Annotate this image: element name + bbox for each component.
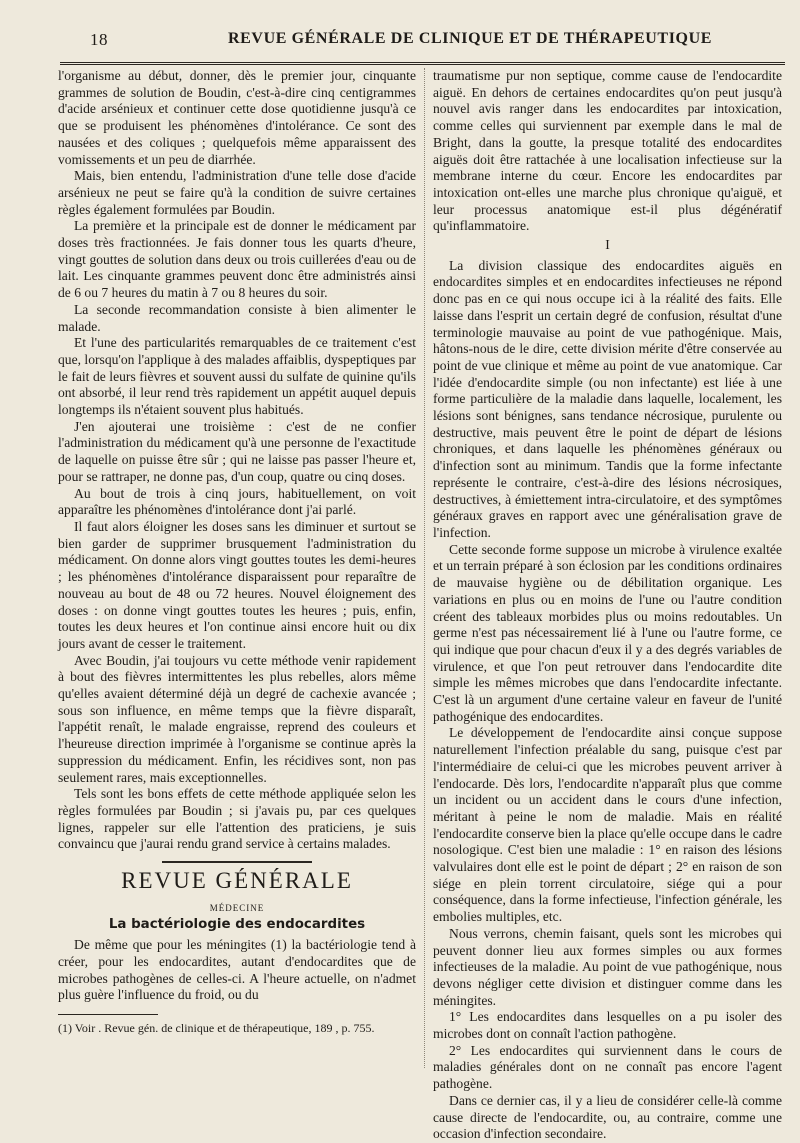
footnote: (1) Voir . Revue gén. de clinique et de thérapeutique, 189 , p. 755. <box>58 1020 375 1035</box>
article-title: La bactériologie des endocardites <box>108 917 366 933</box>
paragraph: Mais, bien entendu, l'administration d'une telle dose d'acide arsénieux ne peut se faire qu'à la condition de suivre certaines règles également formulées par Boudin. <box>58 168 416 217</box>
footnote-rule <box>58 1014 158 1015</box>
paragraph: 2° Les endocardites qui surviennent dans le cours de maladies générales dont on ne connaît pas encore l'agent pathogène. <box>433 1042 782 1092</box>
paragraph: Au bout de trois à cinq jours, habituellement, on voit apparaître les phénomènes d'intolérance dont j'ai parlé. <box>58 485 416 518</box>
page-number: 18 <box>90 30 108 49</box>
paragraph: Il faut alors éloigner les doses sans les diminuer et surtout se bien garder de supprimer brusquement l'administration du médicament. On donne alors vingt gouttes toutes les demi-heures ; les phénomènes d'intolérance disparaissent pour reparaître de nouveau au bout de 48 ou 72 heures. Nouvel éloignement des doses : on donne vingt gouttes toutes les heures ; puis, enfin, toutes les deux heures et l'on continue ainsi encore huit ou dix jours avant de cesser le traitement. <box>58 518 416 651</box>
page-header <box>80 28 780 54</box>
paragraph: traumatisme pur non septique, comme cause de l'endocardite aiguë. En dehors de certaines endocardites qu'on peut jusqu'à nouvel avis ranger dans les endocardites par intoxication, comme celles qui surviennent par exemple dans le mal de Bright, dans la goutte, la presque totalité des endocardites aiguës doit être rattachée à une localisation infectieuse sur la membrane interne du cœur. Encore les endocardites par intoxication ont-elles une marche plus chronique qu'aiguë, et leur processus anatomique est-il plus dégénératif qu'inflammatoire. <box>433 68 782 234</box>
header-rule <box>60 62 785 65</box>
paragraph: l'organisme au début, donner, dès le premier jour, cinquante grammes de solution de Boudin, c'est-à-dire cinq centigrammes d'acide arsénieux et continuer cette dose quotidienne jusqu'à ce que se produisent les phénomènes d'intolérance. Ce sont des nausées et des coliques ; quelquefois même apparaissent des vomissements et un peu de diarrhée. <box>58 68 416 167</box>
paragraph: La seconde recommandation consiste à bien alimenter le malade. <box>58 301 416 334</box>
column-divider <box>424 68 425 1068</box>
paragraph: J'en ajouterai une troisième : c'est de ne confier l'administration du médicament qu'à une personne de l'exactitude de laquelle on puisse être sûr ; qui ne laisse pas passer l'heure et, pour se rattraper, ne donne pas, d'un coup, quatre ou cinq doses. <box>58 418 416 484</box>
left-column <box>58 68 416 1058</box>
paragraph: Et l'une des particularités remarquables de ce traitement c'est que, lorsqu'on l'applique à des malades affaiblis, dyspeptiques par le fait de leurs fièvres et souvent aussi du sulfate de quinine qu'ils ont absorbé, il leur rend très rapidement un appétit auquel depuis longtemps ils n'étaient souvent plus habitués. <box>58 335 416 418</box>
paragraph: Dans ce dernier cas, il y a lieu de considérer celle-là comme cause directe de l'endocardite, ou, au contraire, comme une occasion d'infection secondaire. <box>433 1092 782 1142</box>
section-title: REVUE GÉNÉRALE <box>121 868 353 894</box>
paragraph: La première et la principale est de donner le médicament par doses très fractionnées. Je fais donner tous les quarts d'heure, vingt gouttes de solution dans deux ou trois cuillerées d'eau ou de lait. Les cinquante grammes peuvent donc être administrés ainsi de 6 ou 7 heures du matin à 7 ou 8 heures du soir. <box>58 218 416 301</box>
paragraph: Le développement de l'endocardite ainsi conçue suppose naturellement l'infection préalable du sang, puisque c'est par l'intermédiaire de celui-ci que les microbes peuvent arriver à l'endocarde. Dès lors, l'endocardite n'apparaît plus que comme un incident ou un accident dans le cours d'une infection, méritant à peine le nom de maladie. Mais en réalité l'endocardite conserve bien la place qu'elle occupe dans le cadre nosologique. C'est bien une maladie : 1° en raison des lésions valvulaires dont elle est le point de départ ; 2° en raison de son siége en plein torrent circulatoire, siége qui a pour conséquence, dans la forme infectieuse, l'infection générale, les embolies multiples, etc. <box>433 725 782 925</box>
rubric: MÉDECINE <box>209 902 265 913</box>
paragraph: Cette seconde forme suppose un microbe à virulence exaltée et un terrain préparé à son éclosion par les conditions ordinaires de mauvaise hygiène ou de débilitation organique. Les variations en plus ou en moins de l'une ou l'autre condition créent des tableaux morbides plus ou moins redoutables. Un germe n'est pas nécessairement lié à l'une ou l'autre forme, ce qui indique que pour chacun d'eux il y a des degrés variables de virulence, et que l'on peut retrouver dans l'endocardite dite simple les mêmes microbes que dans l'endocardite infectante. C'est là un argument d'une certaine valeur en faveur de l'unité pathogénique des endocardites. <box>433 541 782 724</box>
paragraph: 1° Les endocardites dans lesquelles on a pu isoler des microbes dont on connaît l'action pathogène. <box>433 1009 782 1042</box>
section-divider <box>162 861 312 863</box>
paragraph: Nous verrons, chemin faisant, quels sont les microbes qui peuvent donner lieu aux formes simples ou aux formes infectieuses de la maladie. Au point de vue pathogénique, nous devons négliger cette division et distinguer comme dans les méningites. <box>433 925 782 1008</box>
running-title: REVUE GÉNÉRALE DE CLINIQUE ET DE THÉRAPEUTIQUE <box>228 30 712 47</box>
right-column <box>433 68 782 1142</box>
article-paragraph: De même que pour les méningites (1) la bactériologie tend à créer, pour les endocardites, autant d'endocardites que de microbes pathogènes de celles-ci. A l'heure actuelle, on n'admet plus guère l'influence du froid, ou du <box>58 937 416 1003</box>
paragraph: La division classique des endocardites aiguës en endocardites simples et en endocardites infectieuses ne répond donc pas en ce qui nous occupe ici à la réalité des faits. Elle laisse dans l'esprit un certain degré de confusion, résultat d'une terminologie mauvaise au point de vue pathogénique. Mais, hâtons-nous de le dire, cette division mérite d'être conservée au point de vue clinique et même au point de vue anatomique. Car l'idée d'endocardite simple (ou non infectante) est liée à une forme particulière de la maladie dans laquelle, localement, les lésions sont bénignes, sans tendance nécrosique, purulente ou destructive, mais peuvent être le point de départ de lésions chroniques, et dans laquelle les phénomènes généraux ou d'infection sont au minimum. Tandis que la forme infectante représente le contraire, c'est-à-dire des lésions nécrosiques, destructives, à émiettement intra-circulatoire, et des symptômes généraux graves en rapport avec une généralisation grave de l'infection. <box>433 257 782 540</box>
paragraph: Avec Boudin, j'ai toujours vu cette méthode venir rapidement à bout des fièvres intermittentes les plus rebelles, alors même qu'elles avaient déterminé déjà un degré de cachexie avancée ; sous son influence, en même temps que la fièvre disparaît, l'appétit renaît, le malade engraisse, reprend des couleurs et l'heureuse direction imprimée à l'organisme se continue après la suppression du médicament. Enfin, les récidives sont, non pas seulement rares, mais exceptionnelles. <box>58 652 416 785</box>
paragraph: Tels sont les bons effets de cette méthode appliquée selon les règles formulées par Boudin ; si j'avais pu, par ces quelques lignes, rappeler sur elle l'attention des praticiens, je suis convaincu que j'aurai rendu grand service à certains malades. <box>58 786 416 852</box>
section-numeral: I <box>605 237 610 253</box>
